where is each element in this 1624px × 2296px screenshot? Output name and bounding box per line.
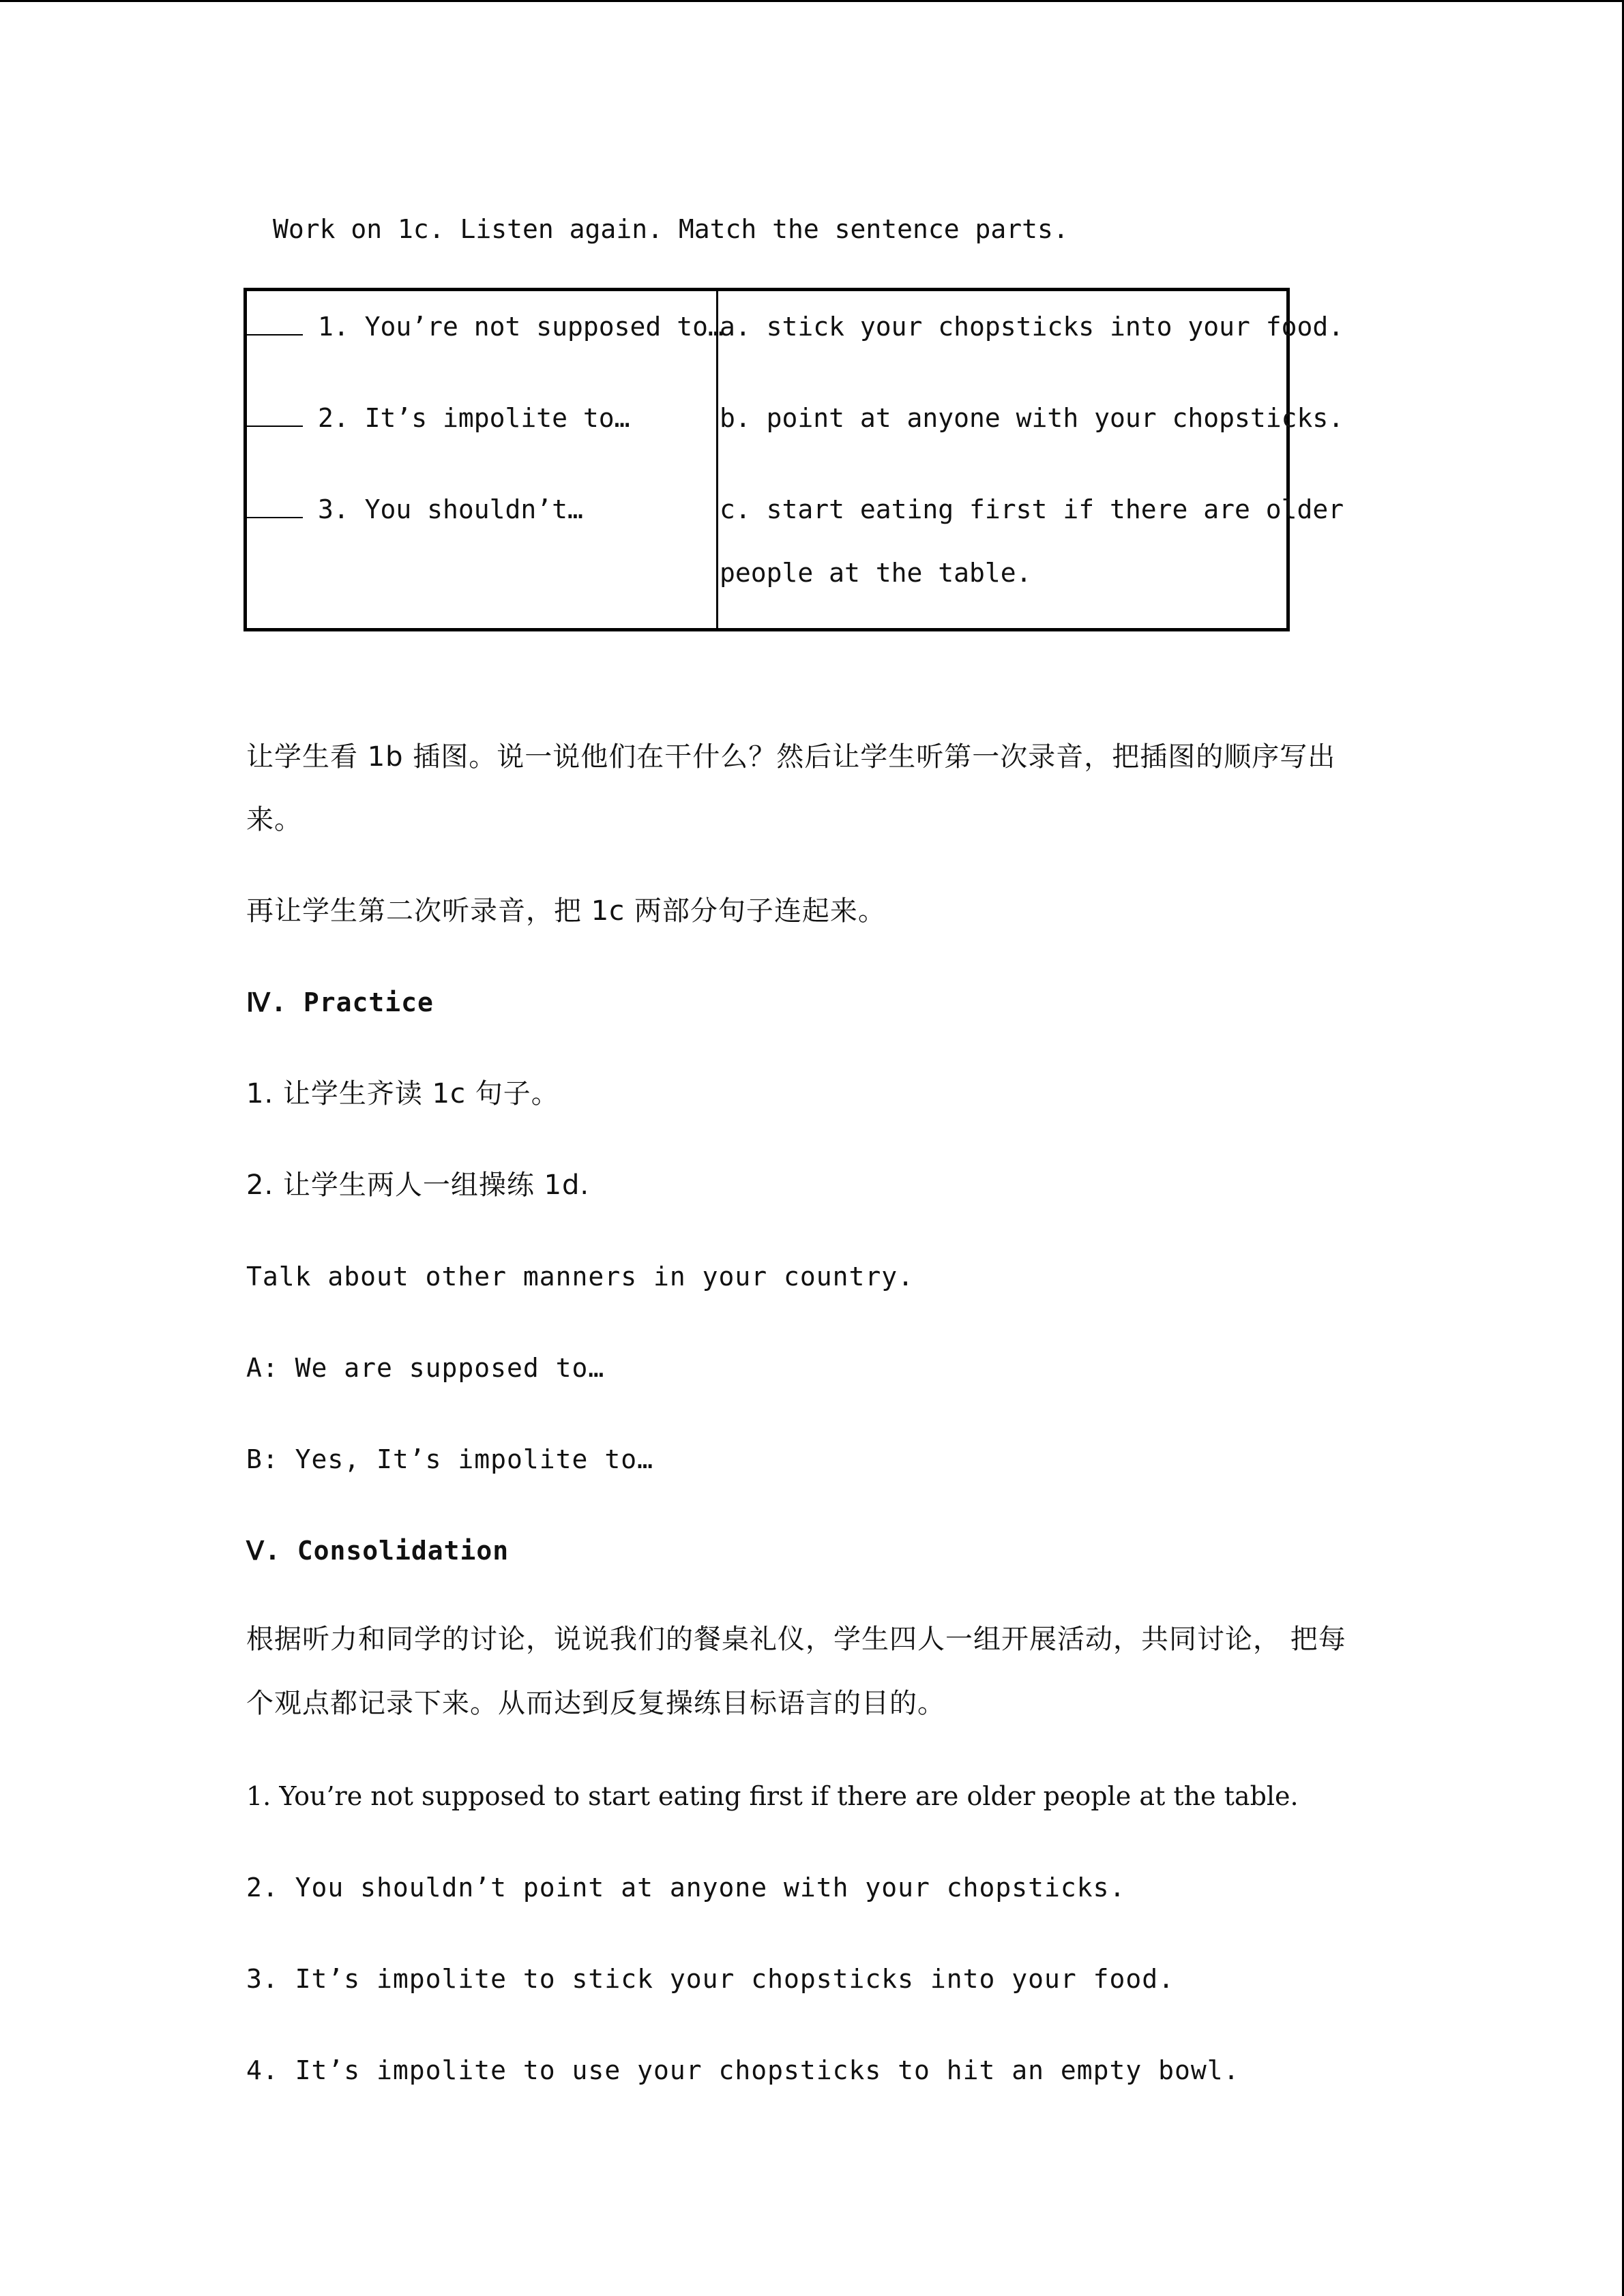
sentence-start-1: 1. You’re not supposed to…: [318, 312, 724, 342]
sentence-end-a: a. stick your chopsticks into your food.: [720, 312, 1344, 342]
matching-table: [243, 288, 1344, 631]
match-row-3-left: [247, 493, 583, 526]
section-consolidation-title: Ⅴ. Consolidation: [246, 1536, 510, 1566]
exercise-instruction: Work on 1c. Listen again. Match the sentence parts.: [273, 214, 1069, 244]
answer-blank-3[interactable]: [247, 494, 303, 518]
dialog-line-a: A: We are supposed to…: [246, 1353, 605, 1383]
match-row-1-left: [247, 310, 724, 343]
sentence-end-b: b. point at anyone with your chopsticks.: [720, 403, 1344, 433]
manner-point-3: 3. It’s impolite to stick your chopsticks into your food.: [246, 1964, 1175, 1994]
practice-talk-prompt: Talk about other manners in your country.: [246, 1262, 914, 1292]
sentence-end-c-continued: people at the table.: [720, 558, 1032, 588]
answer-blank-2[interactable]: [247, 402, 303, 427]
answer-blank-1[interactable]: [247, 311, 303, 336]
practice-step-2: 2. 让学生两人一组操练 1d.: [246, 1169, 590, 1201]
consolidation-note-line-2: 个观点都记录下来。从而达到反复操练目标语言的目的。: [246, 1688, 945, 1719]
manner-point-2: 2. You shouldn’t point at anyone with your chopsticks.: [246, 1873, 1126, 1903]
manner-point-4: 4. It’s impolite to use your chopsticks to hit an empty bowl.: [246, 2055, 1240, 2085]
match-row-2-left: [247, 402, 630, 434]
page-top-border: [0, 0, 1624, 2]
sentence-start-2: 2. It’s impolite to…: [318, 403, 630, 433]
section-practice-title: Ⅳ. Practice: [246, 987, 434, 1017]
consolidation-note-line-1: 根据听力和同学的讨论，说说我们的餐桌礼仪，学生四人一组开展活动，共同讨论， 把每: [246, 1624, 1346, 1655]
teaching-note-2: 再让学生第二次听录音，把 1c 两部分句子连起来。: [246, 895, 886, 927]
teaching-note-1-line-1: 让学生看 1b 插图。说一说他们在干什么？然后让学生听第一次录音，把插图的顺序写出: [246, 741, 1336, 773]
teaching-note-1-line-2: 来。: [246, 804, 302, 835]
sentence-end-c: c. start eating first if there are older: [720, 494, 1344, 524]
sentence-start-3: 3. You shouldn’t…: [318, 494, 583, 524]
dialog-line-b: B: Yes, It’s impolite to…: [246, 1444, 653, 1474]
practice-step-1: 1. 让学生齐读 1c 句子。: [246, 1078, 559, 1109]
manner-point-1: 1. You’re not supposed to start eating first if there are older people at the table.: [246, 1781, 1299, 1811]
